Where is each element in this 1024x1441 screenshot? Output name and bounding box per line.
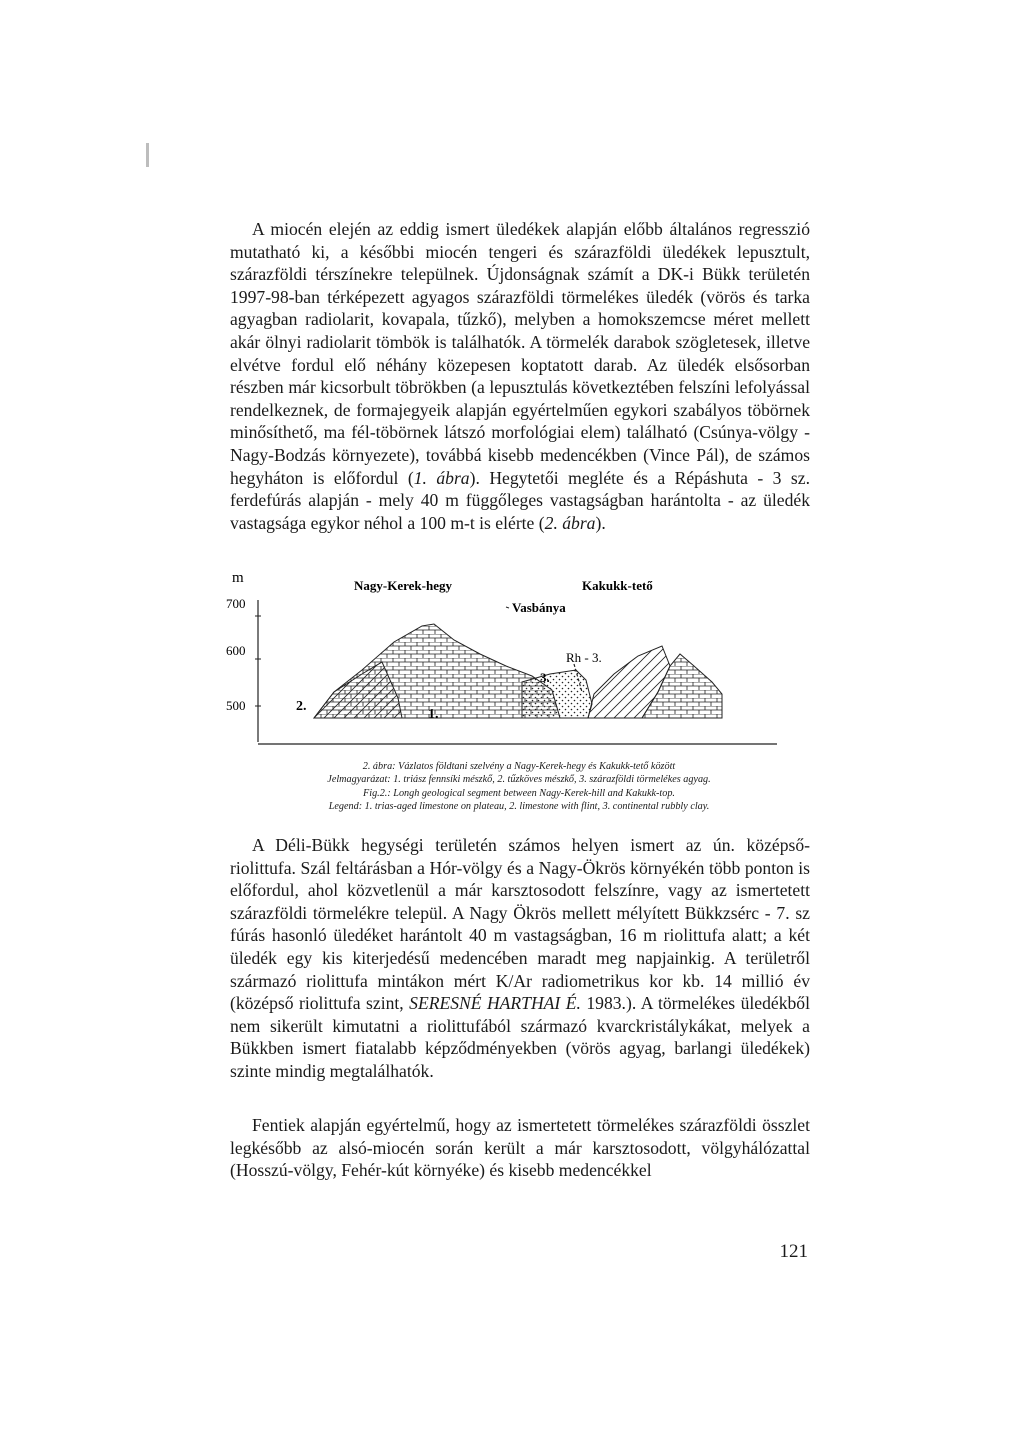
- quarry-label-vasbanya: Vasbánya: [512, 600, 566, 615]
- figure-caption: [230, 760, 808, 814]
- quarry-pointer: [506, 607, 509, 608]
- peak-label-kakukk-teto: Kakukk-tető: [582, 578, 653, 593]
- peak-label-nagy-kerek-hegy: Nagy-Kerek-hegy: [354, 578, 452, 593]
- italic-run-3: 2. ábra: [544, 512, 596, 533]
- paragraph-1-text: [230, 218, 810, 534]
- paragraph-1: [230, 218, 810, 534]
- y-tick-label-600: 600: [226, 643, 246, 658]
- text-run-0: A Déli-Bükk hegységi területén számos helyen ismert az ún. középső-riolittufa. Szál feltárásban a Hór-völgy és a Nagy-Ökrös környékén több ponton is előfordul, ahol közvetlenül a már karsztosodott felszínre, vagy az ismertetett szárazföldi törmelékre települ. A Nagy Ökrös mellett mélyített Bükkzsérc - 7. sz fúrás hasonló üledéket harántolt 40 m vastagságban, 16 m riolittufa alatt; a két üledék egy kis kiterjedésű medencében maradt meg napjainkig. A területről származó riolittufa mintákon mért K/Ar radiometrikus kor kb. 14 millió év (középső riolittufa szint,: [230, 835, 810, 1014]
- y-tick-label-700: 700: [226, 596, 246, 611]
- y-axis-unit: m: [232, 570, 244, 586]
- caption-line-4: Legend: 1. trias-aged limestone on plateau, 2. limestone with flint, 3. continental rubbly clay.: [328, 801, 710, 813]
- text-run-2: 1983.). A törmelékes üledékből nem sikerült kimutatni a riolittufából származó kvarckristálykákat, melyek a Bükkben ismert fiatalabb képződményekben (vörös agyag, barlangi üledékek) szinte mindig megtalálhatók.: [230, 993, 810, 1081]
- legend-number-2: 2.: [296, 699, 307, 714]
- text-run-0: Fentiek alapján egyértelmű, hogy az ismertetett törmelékes szárazföldi összlet legkésőbb az alsó-miocén során került a már karsztosodott, völgyhálózattal (Hosszú-völgy, Fehér-kút környéke) és kisebb medencékkel: [230, 1115, 810, 1181]
- caption-line-2: Jelmagyarázat: 1. triász fennsíki mészkő, 2. tűzköves mészkő, 3. szárazföldi törmelékes agyag.: [327, 774, 711, 786]
- italic-run-1: 1. ábra: [413, 467, 470, 488]
- text-run-4: ).: [595, 512, 606, 533]
- borehole-label-rh3: Rh - 3.: [566, 650, 602, 665]
- cross-section-svg: [222, 570, 822, 760]
- scan-edge-mark: [146, 143, 149, 167]
- page-number: 121: [779, 1241, 808, 1262]
- paragraph-3: [230, 1114, 810, 1182]
- geological-cross-section-figure: [222, 570, 822, 760]
- text-run-0: A miocén elején az eddig ismert üledékek alapján előbb általános regresszió mutatható ki, a későbbi miocén tengeri és szárazföldi üledékek lepusztult, szárazföldi térszínekre települnek. Újdonságnak számít a DK-i Bükk területén 1997-98-ban térképezett agyagos szárazföldi törmelékes üledék (vörös és tarka agyagban radiolarit, kovapala, tűzkő), melyben a homokszemcse méret mellett akár ölnyi radiolarit tömbök is találhatók. A törmelék darabok szögletesek, illetve elvétve fordul elő néhány közepesen koptatott darab. Az üledék elsősorban részben már kicsorbult töbrökben (a lepusztulás következtében felszíni lefolyással rendelkeznek, de formajegyeik alapján egyértelműen egykori szabályos töbörnek minősíthető, ma fél-töbörnek látszó morfológiai elem) található (Csúnya-völgy - Nagy-Bodzás környezete), továbbá kisebb medencékben (Vince Pál), de számos hegyháton is előfordul (: [230, 219, 810, 488]
- paragraph-3-text: [230, 1114, 810, 1182]
- paragraph-2: [230, 834, 810, 1083]
- y-tick-label-500: 500: [226, 698, 246, 713]
- legend-number-1: 1.: [428, 707, 439, 722]
- italic-run-1: SERESNÉ HARTHAI É.: [409, 993, 581, 1014]
- caption-line-3: Fig.2.: Longh geological segment between Nagy-Kerek-hill and Kakukk-top.: [363, 787, 675, 799]
- caption-line-1: 2. ábra: Vázlatos földtani szelvény a Nagy-Kerek-hegy és Kakukk-tető között: [362, 761, 676, 772]
- legend-number-3: 3.: [540, 670, 550, 685]
- text-run-2: ). Hegytetői megléte és a Répáshuta - 3 sz. ferdefúrás alapján - mely 40 m függőleges vastagságban harántolta - az üledék vastagsága egykor néhol a 100 m-t is elérte (: [230, 467, 810, 533]
- paragraph-2-text: [230, 834, 810, 1083]
